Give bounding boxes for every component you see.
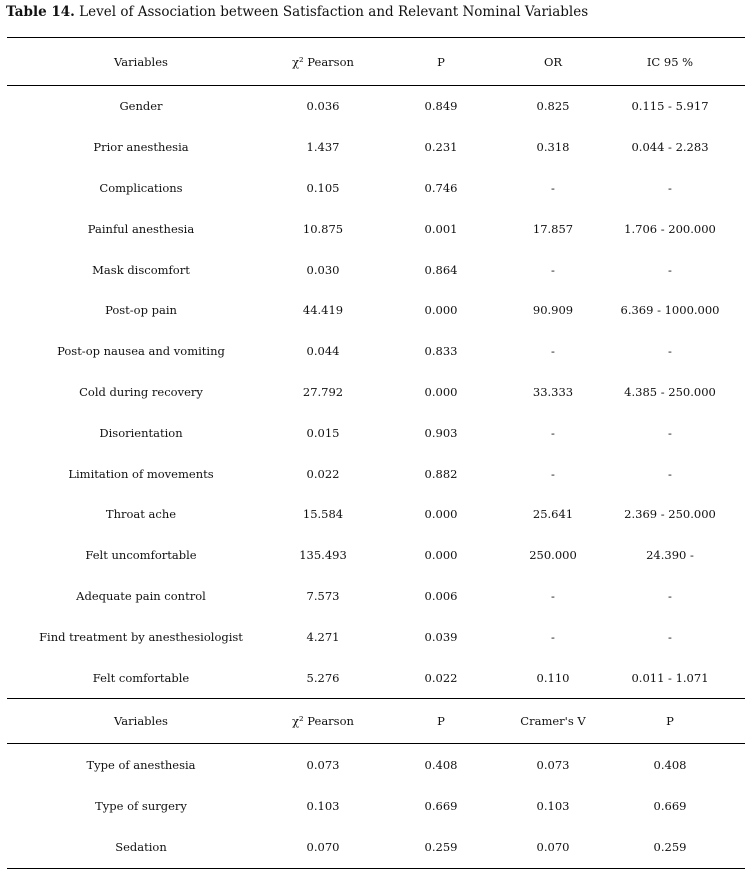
column-header: Variables — [114, 713, 168, 728]
table-cell: 0.259 — [653, 840, 687, 855]
table-cell: 27.792 — [302, 384, 344, 399]
table-cell: 0.903 — [424, 425, 458, 440]
table-cell: - — [551, 466, 555, 481]
table-row — [7, 208, 745, 249]
table-row — [7, 249, 745, 290]
table-cell: 0.833 — [424, 344, 458, 359]
table-title: Level of Association between Satisfaction and Relevant Nominal Variables — [79, 4, 589, 20]
table-cell: 4.271 — [306, 629, 340, 644]
table-number: Table 14. — [6, 4, 75, 20]
table-cell: 44.419 — [302, 303, 344, 318]
table-row — [7, 86, 745, 127]
table-cell: - — [551, 425, 555, 440]
nominal-variables-body — [7, 86, 745, 698]
table-cell: 0.030 — [306, 262, 340, 277]
variable-name: Adequate pain control — [76, 588, 206, 603]
table-cell: 0.011 - 1.071 — [631, 670, 709, 685]
table-row — [7, 744, 745, 785]
table-row — [7, 576, 745, 617]
table-cell: 2.369 - 250.000 — [624, 507, 716, 522]
table-cell: 0.103 — [306, 798, 340, 813]
table-cell: 0.073 — [306, 757, 340, 772]
table-row — [7, 127, 745, 168]
table-cell: 6.369 - 1000.000 — [620, 303, 720, 318]
table-cell: 0.001 — [424, 221, 458, 236]
column-header: P — [437, 54, 445, 69]
table-cell: 0.000 — [424, 507, 458, 522]
column-header: OR — [543, 54, 563, 69]
bottom-rule — [7, 868, 745, 869]
table-row — [7, 331, 745, 372]
table-cell: 0.882 — [424, 466, 458, 481]
table-row — [7, 535, 745, 576]
variable-name: Felt comfortable — [92, 670, 190, 685]
column-header: χ² Pearson — [292, 713, 354, 728]
table-cell: 0.864 — [424, 262, 458, 277]
variable-name: Post-op nausea and vomiting — [57, 344, 225, 359]
table-row — [7, 168, 745, 209]
table-cell: 0.070 — [306, 840, 340, 855]
table-row — [7, 657, 745, 698]
table-cell: - — [668, 588, 672, 603]
table-cell: 0.000 — [424, 548, 458, 563]
column-header: P — [437, 713, 445, 728]
variable-name: Type of surgery — [95, 798, 187, 813]
variable-name: Find treatment by anesthesiologist — [39, 629, 243, 644]
table-cell: 5.276 — [306, 670, 340, 685]
categorical-variables-body — [7, 744, 745, 868]
variable-name: Felt uncomfortable — [85, 548, 197, 563]
table-cell: - — [668, 344, 672, 359]
table-cell: 0.110 — [536, 670, 570, 685]
table-row — [7, 494, 745, 535]
table-cell: 250.000 — [529, 548, 577, 563]
table-cell: 0.022 — [424, 670, 458, 685]
column-header: IC 95 % — [646, 54, 694, 69]
table-cell: 0.669 — [653, 798, 687, 813]
column-header: Cramer's V — [520, 713, 586, 728]
table-cell: - — [551, 262, 555, 277]
association-table — [7, 37, 745, 869]
header-row — [7, 38, 745, 85]
table-cell: 0.318 — [536, 140, 570, 155]
variable-name: Type of anesthesia — [86, 757, 196, 772]
table-cell: 1.706 - 200.000 — [624, 221, 716, 236]
table-cell: 0.825 — [536, 99, 570, 114]
table-cell: 0.000 — [424, 384, 458, 399]
table-cell: 10.875 — [302, 221, 344, 236]
table-cell: - — [551, 629, 555, 644]
table-cell: 25.641 — [532, 507, 574, 522]
table-cell: - — [668, 425, 672, 440]
table-cell: - — [551, 588, 555, 603]
variable-name: Cold during recovery — [79, 384, 203, 399]
table-row — [7, 616, 745, 657]
variable-name: Throat ache — [105, 507, 177, 522]
table-cell: 0.115 - 5.917 — [631, 99, 709, 114]
table-caption — [6, 4, 588, 20]
table-cell: 0.746 — [424, 180, 458, 195]
table-cell: 7.573 — [306, 588, 340, 603]
table-cell: 0.006 — [424, 588, 458, 603]
table-cell: - — [668, 180, 672, 195]
table-cell: 0.022 — [306, 466, 340, 481]
variable-name: Painful anesthesia — [87, 221, 195, 236]
table-cell: 0.070 — [536, 840, 570, 855]
table-cell: 0.044 - 2.283 — [631, 140, 709, 155]
table-row — [7, 372, 745, 413]
table-cell: 17.857 — [532, 221, 574, 236]
table-cell: 0.105 — [306, 180, 340, 195]
table-cell: 0.000 — [424, 303, 458, 318]
table-cell: 4.385 - 250.000 — [624, 384, 716, 399]
table-cell: 0.408 — [424, 757, 458, 772]
table-row — [7, 785, 745, 826]
column-header: Variables — [114, 54, 168, 69]
table-cell: - — [551, 344, 555, 359]
table-cell: - — [668, 262, 672, 277]
table-cell: 33.333 — [532, 384, 574, 399]
table-cell: - — [668, 629, 672, 644]
table-cell: 0.231 — [424, 140, 458, 155]
table-cell: 0.669 — [424, 798, 458, 813]
variable-name: Post-op pain — [105, 303, 177, 318]
variable-name: Sedation — [115, 840, 167, 855]
table-row — [7, 412, 745, 453]
header-row-2 — [7, 699, 745, 743]
table-cell: 0.039 — [424, 629, 458, 644]
table-cell: 0.849 — [424, 99, 458, 114]
table-cell: 135.493 — [299, 548, 347, 563]
table-row — [7, 290, 745, 331]
variable-name: Disorientation — [99, 425, 183, 440]
table-cell: 0.015 — [306, 425, 340, 440]
table-cell: 1.437 — [306, 140, 340, 155]
variable-name: Mask discomfort — [92, 262, 190, 277]
variable-name: Prior anesthesia — [93, 140, 189, 155]
table-cell: 0.408 — [653, 757, 687, 772]
table-cell: - — [551, 180, 555, 195]
table-cell: 0.044 — [306, 344, 340, 359]
table-cell: 0.259 — [424, 840, 458, 855]
table-cell: 90.909 — [532, 303, 574, 318]
variable-name: Complications — [99, 180, 183, 195]
table-cell: 0.036 — [306, 99, 340, 114]
table-cell: 15.584 — [302, 507, 344, 522]
variable-name: Limitation of movements — [68, 466, 214, 481]
table-row — [7, 453, 745, 494]
column-header: P — [666, 713, 674, 728]
table-row — [7, 827, 745, 868]
table-cell: - — [668, 466, 672, 481]
variable-name: Gender — [119, 99, 163, 114]
column-header: χ² Pearson — [292, 54, 354, 69]
table-cell: 24.390 - — [646, 548, 694, 563]
table-cell: 0.103 — [536, 798, 570, 813]
table-cell: 0.073 — [536, 757, 570, 772]
